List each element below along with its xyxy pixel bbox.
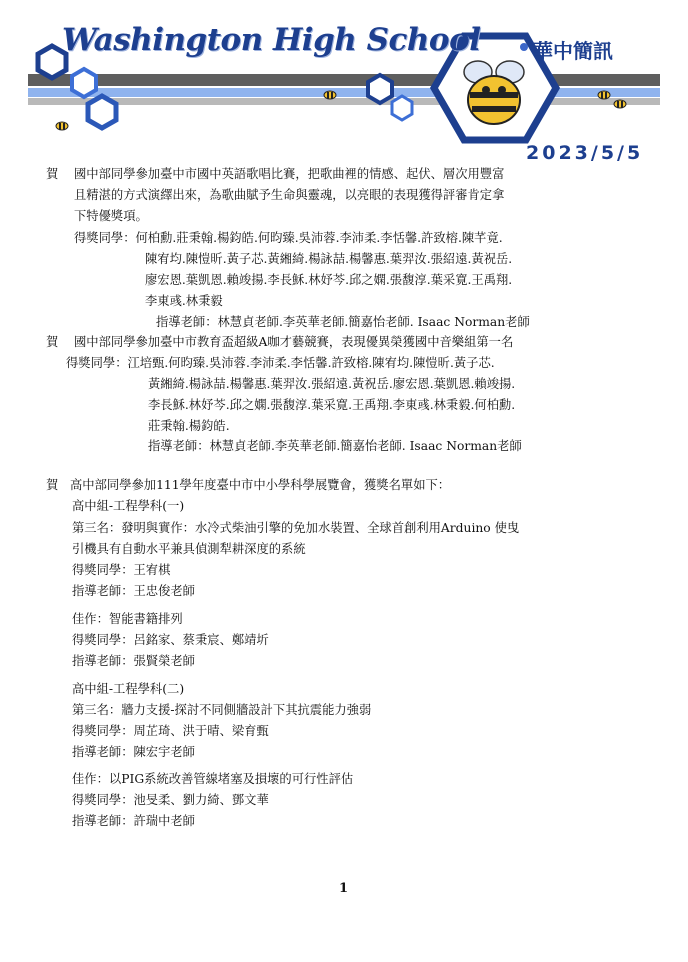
school-name-logo: Washington High School bbox=[62, 22, 481, 58]
group-heading: 高中組-工程學科(一) bbox=[72, 499, 185, 513]
paragraph-line: 國中部同學參加臺中市教育盃超級A咖才藝競賽，表現優異榮獲國中音樂組第一名 bbox=[74, 335, 514, 349]
winners-line: 陳宥均.陳愷昕.黃子芯.黃緗綺.楊詠喆.楊馨惠.葉羿汝.張紹遠.黃祝岳. bbox=[145, 252, 513, 266]
teachers-line: 指導老師：陳宏宇老師 bbox=[72, 745, 195, 759]
award-line: 引機具有自動水平兼具偵測犁耕深度的系統 bbox=[72, 542, 306, 556]
teachers-line: 指導老師：林慧貞老師.李英華老師.簡嘉怡老師. Isaac Norman老師 bbox=[156, 315, 530, 329]
award-line: 佳作：智能書籍排列 bbox=[72, 612, 183, 626]
award-line: 佳作：以PIG系統改善管線堵塞及損壞的可行性評估 bbox=[72, 772, 354, 786]
paragraph-line: 下特優獎項。 bbox=[74, 209, 148, 223]
congrats-mark: 賀 bbox=[46, 167, 59, 181]
teachers-line: 指導老師：林慧貞老師.李英華老師.簡嘉怡老師. Isaac Norman老師 bbox=[148, 439, 522, 453]
winners-line: 黃緗綺.楊詠喆.楊馨惠.葉羿汝.張紹遠.黃祝岳.廖宏恩.葉凱恩.賴竣揚. bbox=[148, 377, 516, 391]
paragraph-line: 高中部同學參加111學年度臺中市中小學科學展覽會，獲獎名單如下： bbox=[70, 478, 451, 492]
winners-line: 得獎同學：周芷琦、洪于晴、梁育甄 bbox=[72, 724, 269, 738]
winners-line: 得獎同學：呂銘家、蔡秉宸、鄭靖圻 bbox=[72, 633, 269, 647]
newsletter-name: 華中簡訊 bbox=[533, 39, 613, 63]
winners-line: 莊秉翰.楊鈞皓. bbox=[148, 419, 230, 433]
winners-line: 廖宏恩.葉凱恩.賴竣揚.李長穌.林妤芩.邱之嫻.張馥淳.葉采寛.王禹翔. bbox=[145, 273, 513, 287]
award-line: 第三名：牆力支援-探討不同側牆設計下其抗震能力強弱 bbox=[72, 703, 372, 717]
winners-line: 得獎同學：江培甄.何昀臻.吳沛蓉.李沛柔.李恬馨.許致榕.陳宥均.陳愷昕.黃子芯. bbox=[66, 356, 495, 370]
winners-line: 李東彧.林秉毅 bbox=[145, 294, 223, 308]
group-heading: 高中組-工程學科(二) bbox=[72, 682, 185, 696]
teachers-line: 指導老師：許瑞中老師 bbox=[72, 814, 195, 828]
winners-line: 得獎同學：何柏勳.莊秉翰.楊鈞皓.何昀臻.吳沛蓉.李沛柔.李恬馨.許致榕.陳芊竟. bbox=[74, 231, 503, 245]
congrats-mark: 賀 bbox=[46, 478, 59, 492]
winners-line: 得獎同學：池旻柔、劉力綺、鄧文華 bbox=[72, 793, 269, 807]
teachers-line: 指導老師：王忠俊老師 bbox=[72, 584, 195, 598]
winners-line: 得獎同學：王宥棋 bbox=[72, 563, 171, 577]
paragraph-line: 且精湛的方式演繹出來，為歌曲賦予生命與靈魂，以亮眼的表現獲得評審肯定拿 bbox=[74, 188, 505, 202]
award-line: 第三名：發明與實作：水冷式柴油引擎的免加水裝置、全球首創利用Arduino 使曳 bbox=[72, 521, 520, 535]
teachers-line: 指導老師：張賢榮老師 bbox=[72, 654, 195, 668]
congrats-mark: 賀 bbox=[46, 335, 59, 349]
paragraph-line: 國中部同學參加臺中市國中英語歌唱比賽，把歌曲裡的情感、起伏、層次用豐富 bbox=[74, 167, 505, 181]
issue-date: 2023/5/5 bbox=[526, 142, 644, 164]
page-number: 1 bbox=[339, 881, 349, 896]
winners-line: 李長穌.林妤芩.邱之嫻.張馥淳.葉采寛.王禹翔.李東彧.林秉毅.何柏勳. bbox=[148, 398, 516, 412]
